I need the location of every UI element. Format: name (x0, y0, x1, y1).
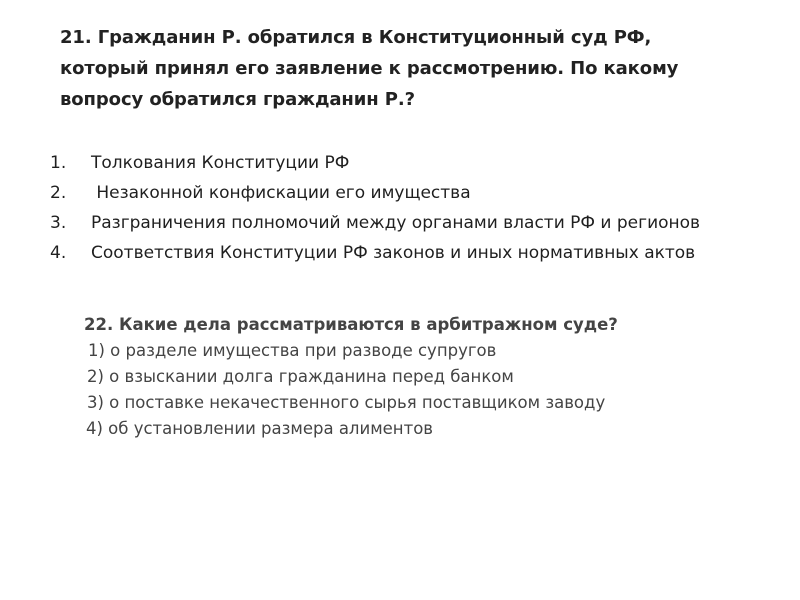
answer-option: 2) о взыскании долга гражданина перед банком (87, 367, 514, 386)
answer-option: 4) об установлении размера алиментов (86, 419, 434, 438)
option-item (50, 148, 730, 178)
option-number: 4. (50, 243, 67, 263)
option-item (50, 178, 730, 208)
option-text: Незаконной конфискации его имущества (91, 183, 471, 203)
option-number: 3. (50, 213, 67, 233)
option-item (50, 208, 730, 238)
question-22-title: 22. Какие дела рассматриваются в арбитражном суде? (84, 315, 618, 334)
answer-option: 1) о разделе имущества при разводе супругов (88, 341, 497, 360)
option-text: Толкования Конституции РФ (91, 153, 350, 173)
option-text: Разграничения полномочий между органами власти РФ и регионов (91, 213, 701, 233)
question-21-title: 21. Гражданин Р. обратился в Конституционный суд РФ, который принял его заявление к рассмотрению. По какому вопросу обратился гражданин Р.? (60, 27, 679, 110)
option-number: 2. (50, 183, 67, 203)
option-number: 1. (50, 153, 67, 173)
question-21-options (50, 148, 730, 268)
answer-option: 3) о поставке некачественного сырья поставщиком заводу (87, 393, 606, 412)
question-22-block (84, 312, 744, 442)
option-item (50, 238, 730, 268)
option-text: Соответствия Конституции РФ законов и иных нормативных актов (91, 243, 696, 263)
